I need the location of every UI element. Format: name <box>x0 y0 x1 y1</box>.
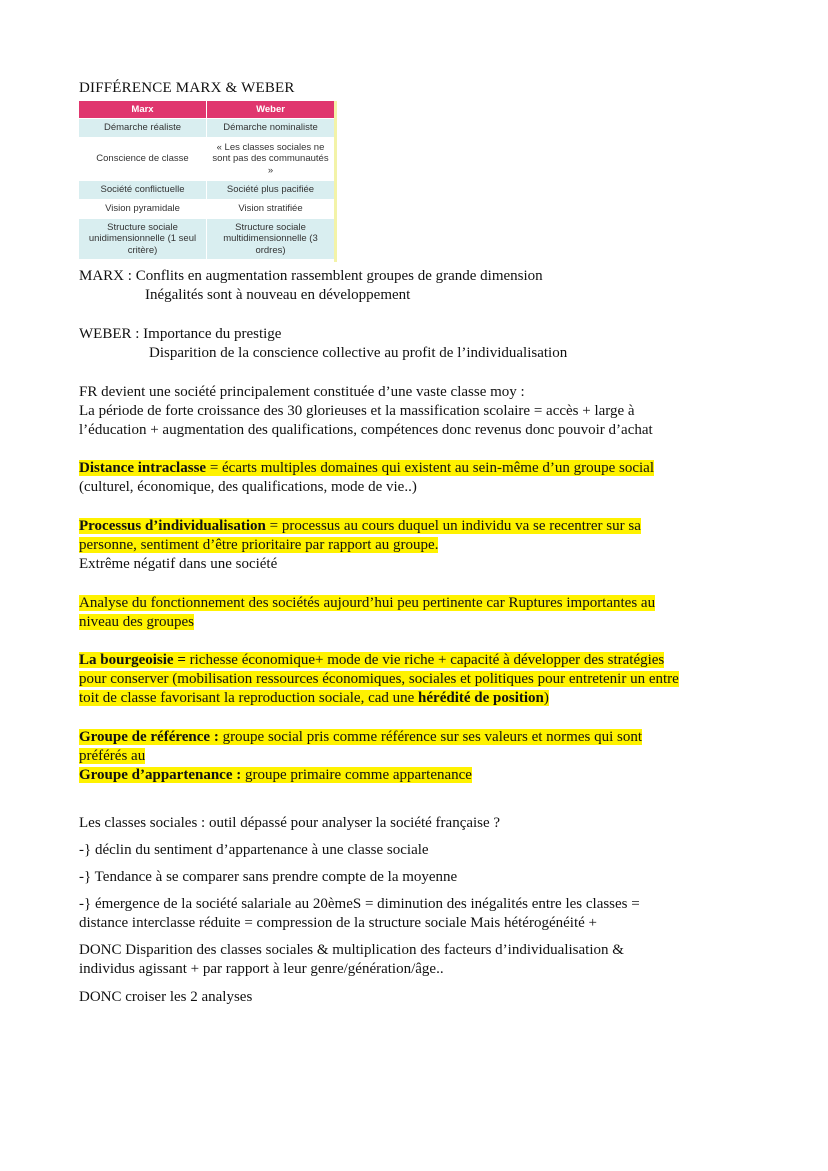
individualisation-line-3: Extrême négatif dans une société <box>79 556 278 572</box>
appartenance-def: groupe primaire comme appartenance <box>241 767 472 783</box>
analyse-text-2: niveau des groupes <box>79 614 194 630</box>
table-row <box>79 200 335 219</box>
marx-line-2: Inégalités sont à nouveau en développement <box>145 287 411 303</box>
table-cell: Structure sociale unidimensionnelle (1 seul critère) <box>79 219 207 260</box>
analyse-line-1 <box>79 594 759 613</box>
bourgeoisie-line-2 <box>79 670 779 689</box>
classes-point-1: -} déclin du sentiment d’appartenance à une classe sociale <box>79 842 429 858</box>
classes-point-2: -} Tendance à se comparer sans prendre compte de la moyenne <box>79 869 458 885</box>
bourgeoisie-def-2: pour conserver (mobilisation ressources économiques, sociales et politiques pour entretenir un entre <box>79 671 679 687</box>
bourgeoisie-definition <box>79 651 759 670</box>
table-header-marx: Marx <box>79 101 207 119</box>
table-cell: Société plus pacifiée <box>207 181 335 200</box>
individualisation-line-2 <box>79 536 759 555</box>
intraclasse-term: Distance intraclasse <box>79 460 207 476</box>
bourgeoisie-term: La bourgeoisie = <box>79 652 186 668</box>
reference-def-2: préférés au <box>79 748 146 764</box>
table-header-weber: Weber <box>207 101 335 119</box>
reference-line-2 <box>79 747 759 766</box>
fr-line-2: La période de forte croissance des 30 glorieuses et la massification scolaire = accès + large à <box>79 403 635 419</box>
weber-label: WEBER : <box>79 326 144 342</box>
weber-text-1: Importance du prestige <box>143 326 282 342</box>
bourgeoisie-def-1: richesse économique+ mode de vie riche + capacité à développer des stratégies <box>185 652 665 668</box>
table-cell: Société conflictuelle <box>79 181 207 200</box>
document-title: DIFFÉRENCE MARX & WEBER <box>79 80 295 96</box>
fr-line-1: FR devient une société principalement constituée d’une vaste classe moy : <box>79 384 525 400</box>
individualisation-def-1: = processus au cours duquel un individu va se recentrer sur sa <box>265 518 641 534</box>
weber-line-2: Disparition de la conscience collective au profit de l’individualisation <box>149 345 568 361</box>
table-cell: Vision pyramidale <box>79 200 207 219</box>
classes-question: Les classes sociales : outil dépassé pour analyser la société française ? <box>79 815 501 831</box>
table-cell: Démarche nominaliste <box>207 119 335 138</box>
table-cell: « Les classes sociales ne sont pas des communautés » <box>207 138 335 181</box>
marx-line-1 <box>79 267 759 286</box>
table-cell: Structure sociale multidimensionnelle (3 ordres) <box>207 219 335 260</box>
analyse-text-1: Analyse du fonctionnement des sociétés aujourd’hui peu pertinente car Ruptures importantes au <box>79 595 656 611</box>
bourgeoisie-key-term: hérédité de position <box>418 690 544 706</box>
reference-term: Groupe de référence : <box>79 729 219 745</box>
weber-line-1 <box>79 325 759 344</box>
appartenance-definition <box>79 766 759 785</box>
bourgeoisie-line-3 <box>79 689 759 708</box>
appartenance-term: Groupe d’appartenance : <box>79 767 242 783</box>
classes-point-3b: distance interclasse réduite = compression de la structure sociale Mais hétérogénéité + <box>79 915 597 931</box>
reference-definition <box>79 728 759 747</box>
marx-text-1: Conflits en augmentation rassemblent groupes de grande dimension <box>135 268 543 284</box>
bourgeoisie-def-3c: ) <box>543 690 549 706</box>
table-cell: Démarche réaliste <box>79 119 207 138</box>
conclusion-2: DONC croiser les 2 analyses <box>79 989 253 1005</box>
table-row <box>79 138 335 181</box>
individualisation-term: Processus d’individualisation <box>79 518 266 534</box>
classes-point-3a: -} émergence de la société salariale au 20èmeS = diminution des inégalités entre les classes = <box>79 896 640 912</box>
table-cell: Vision stratifiée <box>207 200 335 219</box>
conclusion-1b: individus agissant + par rapport à leur genre/génération/âge.. <box>79 961 444 977</box>
table-row <box>79 119 335 138</box>
individualisation-def-2: personne, sentiment d’être prioritaire par rapport au groupe. <box>79 537 439 553</box>
individualisation-definition <box>79 517 759 536</box>
table-row <box>79 181 335 200</box>
fr-line-3: l’éducation + augmentation des qualifications, compétences donc revenus donc pouvoir d’achat <box>79 422 653 438</box>
reference-def-1: groupe social pris comme référence sur ses valeurs et normes qui sont <box>218 729 643 745</box>
analyse-line-2 <box>79 613 759 632</box>
intraclasse-def: = écarts multiples domaines qui existent au sein-même d’un groupe social <box>206 460 654 476</box>
table-cell: Conscience de classe <box>79 138 207 181</box>
comparison-table <box>79 101 335 259</box>
conclusion-1a: DONC Disparition des classes sociales & multiplication des facteurs d’individualisation & <box>79 942 624 958</box>
table-edge-decoration <box>334 101 337 262</box>
marx-label: MARX : <box>79 268 136 284</box>
intraclasse-line-2: (culturel, économique, des qualifications, mode de vie..) <box>79 479 417 495</box>
bourgeoisie-def-3a: toit de classe favorisant la reproduction sociale, cad une <box>79 690 419 706</box>
table-header-row <box>79 101 335 119</box>
table-row <box>79 219 335 260</box>
intraclasse-definition <box>79 459 759 478</box>
